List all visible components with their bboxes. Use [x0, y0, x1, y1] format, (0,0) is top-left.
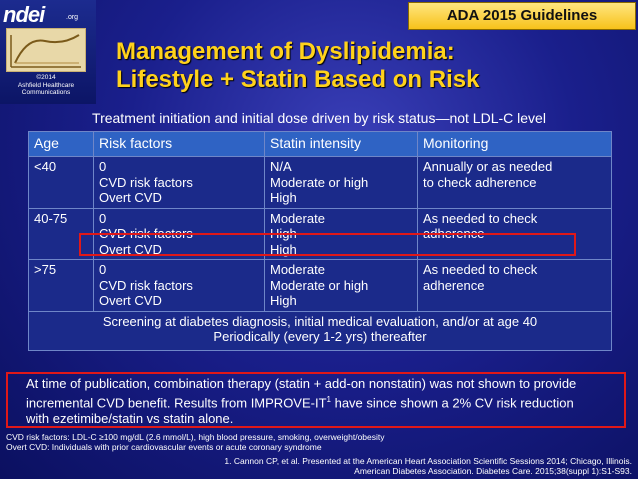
screening-row	[29, 311, 612, 350]
cell-risk-factors: 0 CVD risk factors Overt CVD	[94, 260, 265, 312]
ndei-logo	[0, 0, 96, 104]
table-row	[29, 157, 612, 209]
cell-age: >75	[29, 260, 94, 312]
note-line-2: incremental CVD benefit. Results from IMPROVE-$IT^1$ have since shown a 2% CV risk reduction	[26, 395, 574, 411]
table-header-row	[29, 132, 612, 157]
reference-1: 1. Cannon CP, et al. Presented at the American Heart Association Scientific Sessions 2014; Chicago, Illinois.	[224, 456, 632, 466]
note-line-1: At time of publication, combination therapy (statin + add-on nonstatin) was not shown to provide	[26, 376, 577, 391]
footnote-references	[224, 456, 632, 476]
cell-risk-factors: 0 CVD risk factors Overt CVD	[94, 208, 265, 260]
guidelines-badge: ADA 2015 Guidelines	[408, 2, 636, 30]
header-risk-factors: Risk factors	[94, 132, 265, 157]
footnote-cvd-risk-factors: CVD risk factors: LDL-C ≥100 mg/dL (2.6 mmol/L), high blood pressure, smoking, overweight/obesity	[6, 432, 385, 442]
logo-copyright: ©2014 Ashfield Healthcare Communications	[17, 74, 75, 96]
cell-statin-intensity: Moderate High High	[265, 208, 418, 260]
title-line-2: Lifestyle + Statin Based on Risk	[116, 66, 480, 93]
improve-it-note	[6, 372, 626, 428]
footnote-definitions	[6, 432, 385, 452]
table-row	[29, 260, 612, 312]
cell-age: <40	[29, 157, 94, 209]
logo-graphic-icon	[6, 28, 86, 72]
cell-statin-intensity: Moderate Moderate or high High	[265, 260, 418, 312]
cell-monitoring: As needed to check adherence	[418, 208, 612, 260]
header-age: Age	[29, 132, 94, 157]
cell-monitoring: Annually or as needed to check adherence	[418, 157, 612, 209]
slide-title	[116, 38, 631, 94]
note-line-3: with ezetimibe/statin vs statin alone.	[26, 411, 234, 427]
slide-subtitle: Treatment initiation and initial dose driven by risk status—not LDL-C level	[92, 110, 546, 126]
highlight-box-cvd-risk-row	[79, 233, 576, 256]
title-line-1: Management of Dyslipidemia:	[116, 38, 455, 65]
header-monitoring: Monitoring	[418, 132, 612, 157]
logo-word: ndei	[3, 2, 45, 27]
cell-risk-factors: 0 CVD risk factors Overt CVD	[94, 157, 265, 209]
cell-screening: Screening at diabetes diagnosis, initial medical evaluation, and/or at age 40 Periodically (every 1-2 yrs) thereafter	[29, 311, 612, 350]
cell-age: 40-75	[29, 208, 94, 260]
header-statin-intensity: Statin intensity	[265, 132, 418, 157]
logo-org: .org	[66, 14, 79, 21]
cell-monitoring: As needed to check adherence	[418, 260, 612, 312]
reference-2: American Diabetes Association. Diabetes Care. 2015;38(suppl 1):S1-S93.	[354, 466, 632, 476]
footnote-overt-cvd: Overt CVD: Individuals with prior cardiovascular events or acute coronary syndrome	[6, 442, 322, 452]
cell-statin-intensity: N/A Moderate or high High	[265, 157, 418, 209]
